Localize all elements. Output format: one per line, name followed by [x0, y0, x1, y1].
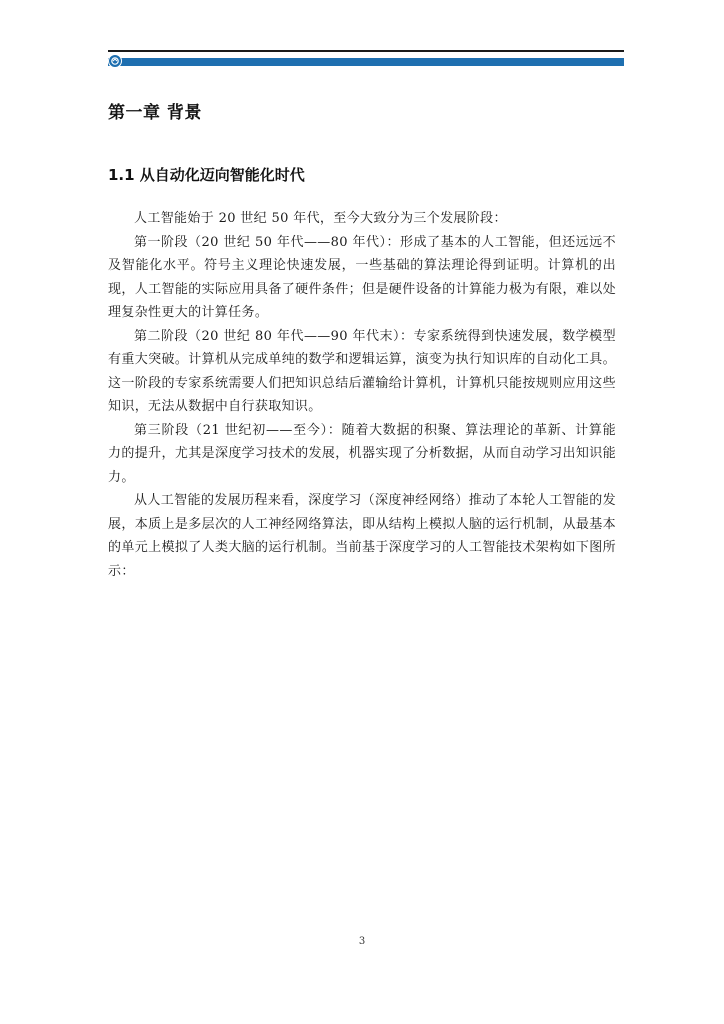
body-text: [108, 207, 616, 583]
section-title: 1.1 从自动化迈向智能化时代: [108, 166, 305, 184]
header-rule-thin: [108, 50, 624, 52]
page-number: 3: [358, 936, 366, 947]
institution-logo-icon: [108, 54, 122, 68]
page-header: [108, 50, 624, 68]
paragraph-stage-one: 第一阶段（20 世纪 50 年代——80 年代）：形成了基本的人工智能，但还远远不及智能化水平。符号主义理论快速发展，一些基础的算法理论得到证明。计算机的出现，人工智能的实际应用具备了硬件条件；但是硬件设备的计算能力极为有限，难以处理复杂性更大的计算任务。: [108, 234, 616, 320]
paragraph-stage-two: 第二阶段（20 世纪 80 年代——90 年代末）：专家系统得到快速发展，数学模型有重大突破。计算机从完成单纯的数学和逻辑运算，演变为执行知识库的自动化工具。这一阶段的专家系统需要人们把知识总结后灌输给计算机，计算机只能按规则应用这些知识，无法从数据中自行获取知识。: [108, 328, 616, 414]
chapter-title: 第一章 背景: [108, 103, 202, 123]
header-rule-blue: [108, 58, 624, 66]
paragraph-intro: 人工智能始于 20 世纪 50 年代，至今大致分为三个发展阶段：: [134, 211, 507, 226]
paragraph-stage-three: 第三阶段（21 世纪初——至今）：随着大数据的积聚、算法理论的革新、计算能力的提升，尤其是深度学习技术的发展，机器实现了分析数据，从而自动学习出知识能力。: [108, 422, 616, 485]
paragraph-deep-learning: 从人工智能的发展历程来看，深度学习（深度神经网络）推动了本轮人工智能的发展，本质上是多层次的人工神经网络算法，即从结构上模拟人脑的运行机制，从最基本的单元上模拟了人类大脑的运行机制。当前基于深度学习的人工智能技术架构如下图所示：: [108, 493, 616, 579]
